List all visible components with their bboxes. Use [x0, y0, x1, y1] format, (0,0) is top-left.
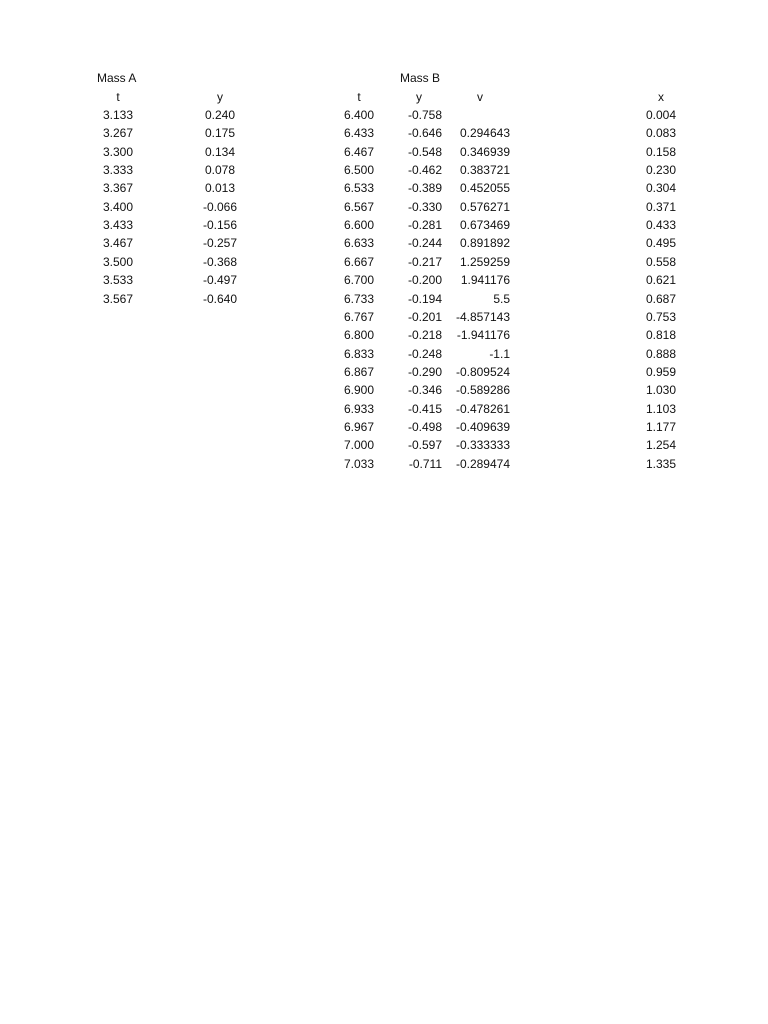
mass-b-x-cell: 0.495: [645, 236, 677, 251]
mass-b-x-cell: 0.230: [645, 163, 677, 178]
mass-b-t-cell: 6.567: [343, 199, 375, 214]
mass-b-t-cell: 6.400: [343, 108, 375, 122]
mass-a-t-cell: 3.267: [102, 126, 134, 141]
mass-a-t-cell: 3.567: [102, 291, 134, 306]
mass-b-t-cell: 6.833: [343, 346, 375, 361]
mass-b-y-cell: -0.201: [407, 309, 442, 324]
mass-b-y-cell: -0.244: [407, 236, 442, 251]
mass-b-v-cell: -4.857143: [455, 309, 510, 324]
mass-b-x-cell: 1.030: [645, 383, 677, 398]
mass-b-y-cell: -0.462: [407, 163, 442, 178]
mass-b-v-cell: 0.452055: [459, 181, 510, 196]
mass-b-x-cell: 0.558: [645, 254, 677, 269]
mass-a-header-y: y: [217, 90, 223, 104]
mass-b-x-cell: 0.371: [645, 199, 677, 214]
mass-b-t-cell: 6.667: [343, 254, 375, 269]
mass-a-t-cell: 3.400: [102, 199, 134, 214]
mass-a-t-cell: 3.367: [102, 181, 134, 196]
mass-a-t-cell: 3.467: [102, 236, 134, 251]
mass-a-t-cell: 3.333: [102, 163, 134, 178]
mass-a-t-cell: 3.500: [102, 254, 134, 269]
mass-b-t-cell: 7.000: [343, 438, 375, 453]
mass-a-y-cell: -0.497: [202, 273, 238, 288]
mass-a-y-cell: 0.013: [204, 181, 236, 196]
mass-a-y-cell: -0.368: [202, 254, 238, 269]
mass-b-x-cell: 0.687: [645, 291, 677, 306]
mass-b-y-cell: -0.646: [407, 126, 442, 141]
mass-a-y-cell: 0.240: [204, 108, 236, 122]
mass-b-t-cell: 6.900: [343, 383, 375, 398]
mass-a-y-cell: -0.156: [202, 218, 238, 233]
mass-b-t-cell: 6.967: [343, 419, 375, 434]
mass-b-t-cell: 6.433: [343, 126, 375, 141]
mass-b-y-cell: -0.218: [407, 328, 442, 343]
mass-b-v-cell: -0.289474: [455, 456, 510, 471]
mass-a-t-cell: 3.433: [102, 218, 134, 233]
mass-b-t-cell: 6.800: [343, 328, 375, 343]
mass-b-t-cell: 6.633: [343, 236, 375, 251]
mass-b-x-cell: 0.004: [645, 108, 677, 122]
mass-b-v-cell: 0.294643: [459, 126, 510, 141]
mass-b-x-cell: 1.177: [645, 419, 677, 434]
mass-b-x-cell: 0.158: [645, 144, 677, 159]
mass-b-v-cell: 0.891892: [459, 236, 510, 251]
mass-b-v-cell: 0.346939: [459, 144, 510, 159]
mass-b-t-cell: 7.033: [343, 456, 375, 471]
mass-b-y-cell: -0.194: [407, 291, 442, 306]
mass-b-x-cell: 1.103: [645, 401, 677, 416]
mass-a-t-cell: 3.300: [102, 144, 134, 159]
mass-b-x-cell: 1.254: [645, 438, 677, 453]
mass-b-t-cell: 6.533: [343, 181, 375, 196]
mass-b-x-cell: 0.433: [645, 218, 677, 233]
mass-b-x-cell: 0.304: [645, 181, 677, 196]
mass-b-v-cell: 5.5: [493, 291, 510, 306]
mass-b-y-cell: -0.290: [407, 364, 442, 379]
mass-b-y-cell: -0.498: [407, 419, 442, 434]
mass-a-t-cell: 3.133: [102, 108, 134, 122]
mass-a-y-cell: -0.066: [202, 199, 238, 214]
mass-a-y-cell: -0.640: [202, 291, 238, 306]
mass-b-header-y: y: [416, 90, 422, 104]
mass-b-t-cell: 6.933: [343, 401, 375, 416]
mass-a-title: Mass A: [97, 71, 137, 85]
mass-b-x-cell: 1.335: [645, 456, 677, 471]
mass-b-t-cell: 6.700: [343, 273, 375, 288]
mass-b-v-cell: -0.409639: [455, 419, 510, 434]
mass-b-t-cell: 6.867: [343, 364, 375, 379]
mass-a-y-cell: 0.175: [204, 126, 236, 141]
mass-b-x-cell: 0.083: [645, 126, 677, 141]
mass-b-v-cell: -1.941176: [456, 328, 510, 343]
mass-b-v-cell: 1.941176: [460, 273, 510, 288]
mass-b-t-cell: 6.733: [343, 291, 375, 306]
mass-b-header-v: v: [477, 90, 483, 104]
mass-b-y-cell: -0.415: [407, 401, 442, 416]
mass-b-t-cell: 6.500: [343, 163, 375, 178]
mass-b-v-cell: 0.673469: [459, 218, 510, 233]
mass-b-y-cell: -0.217: [407, 254, 442, 269]
mass-b-v-cell: -0.333333: [455, 438, 510, 453]
mass-b-x-cell: 0.888: [645, 346, 677, 361]
mass-b-y-cell: -0.330: [407, 199, 442, 214]
mass-b-header-t: t: [357, 90, 361, 104]
mass-a-y-cell: 0.078: [204, 163, 236, 178]
mass-b-y-cell: -0.346: [407, 383, 442, 398]
mass-b-v-cell: 0.576271: [459, 199, 510, 214]
mass-b-y-cell: -0.248: [407, 346, 442, 361]
mass-b-t-cell: 6.600: [343, 218, 375, 233]
mass-a-y-cell: 0.134: [204, 144, 236, 159]
mass-b-y-cell: -0.389: [407, 181, 442, 196]
mass-b-v-cell: -0.589286: [455, 383, 510, 398]
mass-b-v-cell: 0.383721: [459, 163, 510, 178]
mass-a-header-t: t: [116, 90, 120, 104]
mass-b-v-cell: -0.478261: [455, 401, 510, 416]
mass-b-y-cell: -0.548: [407, 144, 442, 159]
mass-b-v-cell: -1.1: [489, 346, 510, 361]
mass-a-t-cell: 3.533: [102, 273, 134, 288]
mass-b-v-cell: 1.259259: [459, 254, 510, 269]
mass-b-x-cell: 0.753: [645, 309, 677, 324]
mass-b-y-cell: -0.711: [408, 456, 442, 471]
mass-b-t-cell: 6.767: [343, 309, 375, 324]
mass-b-title: Mass B: [400, 71, 441, 85]
mass-b-y-cell: -0.758: [407, 108, 442, 122]
mass-b-y-cell: -0.597: [407, 438, 442, 453]
mass-b-y-cell: -0.200: [407, 273, 442, 288]
mass-b-header-x: x: [658, 90, 664, 104]
mass-b-x-cell: 0.959: [645, 364, 677, 379]
mass-b-t-cell: 6.467: [343, 144, 375, 159]
mass-b-v-cell: [444, 106, 510, 124]
mass-b-x-cell: 0.818: [645, 328, 677, 343]
mass-b-v-cell: -0.809524: [455, 364, 510, 379]
mass-b-y-cell: -0.281: [407, 218, 442, 233]
mass-b-x-cell: 0.621: [645, 273, 677, 288]
mass-a-y-cell: -0.257: [202, 236, 238, 251]
